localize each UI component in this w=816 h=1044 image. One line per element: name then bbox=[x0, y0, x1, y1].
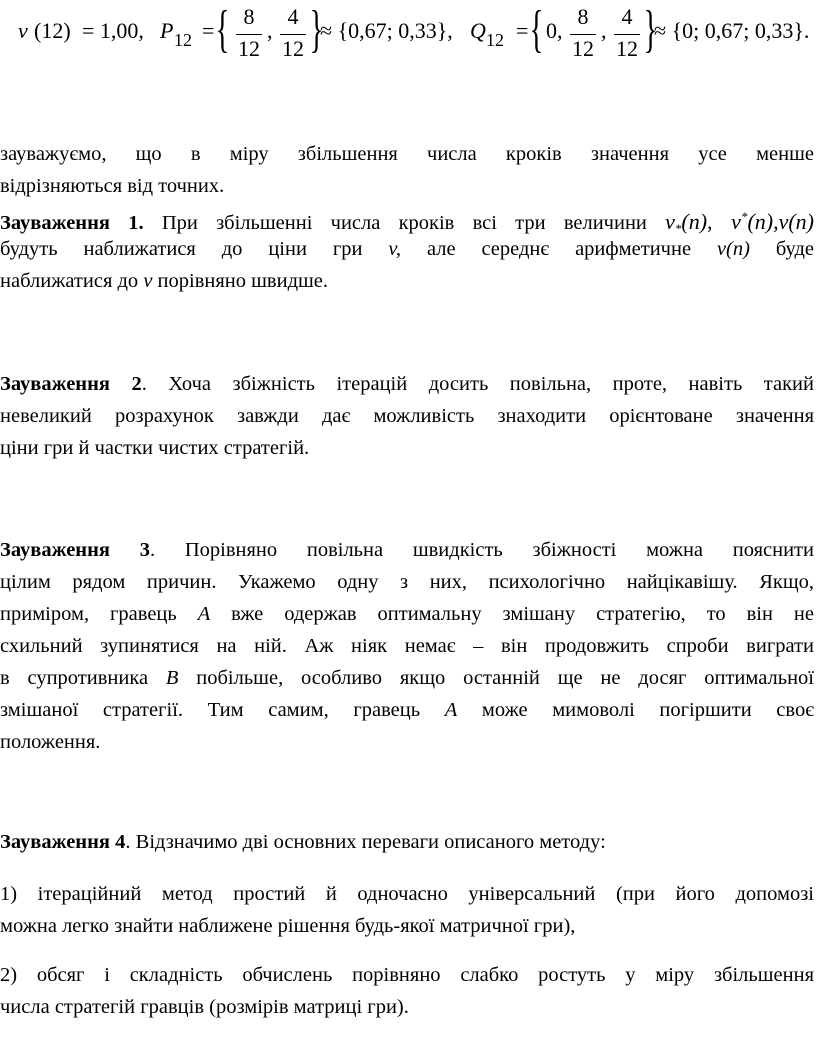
remark-title: Зауваження 1. bbox=[0, 212, 144, 234]
text-line bbox=[0, 233, 814, 265]
italic-v: v, bbox=[388, 238, 402, 260]
text-segment: . Хоча збіжність ітерацій досить повільна, проте, навіть такий bbox=[141, 373, 814, 395]
text-segment: побільше, особливо якщо останній ще не досяг оптимальної bbox=[178, 667, 814, 689]
p-equals: = bbox=[202, 18, 215, 43]
q-subscript: 12 bbox=[486, 30, 504, 50]
right-brace-icon: } bbox=[309, 1, 324, 58]
fraction-comma: , bbox=[267, 18, 273, 43]
text-segment: . Відзначимо дві основних переваги описаного методу: bbox=[125, 831, 606, 853]
nu-mean: ν(n) bbox=[778, 209, 815, 234]
text-line bbox=[0, 265, 814, 297]
q-letter: Q bbox=[470, 18, 486, 43]
fraction-bar bbox=[236, 34, 262, 35]
text-line bbox=[0, 694, 814, 726]
text-line bbox=[0, 662, 814, 694]
text-line bbox=[0, 201, 815, 236]
fraction-numerator: 4 bbox=[621, 4, 633, 29]
text-segment: порівняно швидше. bbox=[152, 270, 329, 292]
italic-a: А bbox=[197, 603, 211, 625]
remark-2 bbox=[0, 368, 814, 464]
fraction-denominator: 12 bbox=[616, 36, 638, 61]
right-brace-icon: } bbox=[643, 1, 658, 58]
nu-lower bbox=[665, 209, 731, 234]
fraction-denominator: 12 bbox=[572, 36, 594, 61]
fraction-bar bbox=[614, 34, 640, 35]
fraction-numerator: 4 bbox=[287, 4, 299, 29]
text-line bbox=[0, 598, 814, 630]
text-line: положення. bbox=[0, 731, 101, 753]
text-line: відрізняються від точних. bbox=[0, 175, 225, 197]
text-segment: але середнє арифметичне bbox=[401, 238, 717, 260]
text-line: цілим рядом причин. Укажемо одну з них, психологічно найцікавішу. Якщо, bbox=[0, 571, 814, 593]
fraction-bar bbox=[280, 34, 306, 35]
nu-argument: (n), bbox=[747, 209, 779, 234]
text-line: 1) ітераційний метод простий й одночасно універсальний (при його допомозі bbox=[0, 883, 814, 905]
text-segment: наближатися до bbox=[0, 270, 144, 292]
text-line: зауважуємо, що в міру збільшення числа кроків значення усе менше bbox=[0, 143, 814, 165]
nu-value: = 1,00, bbox=[82, 18, 144, 43]
text-line: числа стратегій гравців (розмірів матриці гри). bbox=[0, 996, 409, 1018]
text-segment: . Порівняно повільна швидкість збіжності можна пояснити bbox=[149, 539, 814, 561]
advantage-item-1 bbox=[0, 878, 814, 942]
q-equals: = bbox=[516, 18, 529, 43]
remark-3 bbox=[0, 534, 814, 758]
p-letter: P bbox=[160, 18, 174, 43]
fraction-denominator: 12 bbox=[238, 36, 260, 61]
text-line: схильний зупинятися на ній. Аж ніяк немає – він продовжить спроби виграти bbox=[0, 635, 814, 657]
lower-star: * bbox=[674, 221, 682, 236]
nu-symbol: ν bbox=[665, 209, 675, 234]
fraction-numerator: 8 bbox=[243, 4, 255, 29]
italic-b: В bbox=[165, 667, 179, 689]
text-segment: приміром, гравець bbox=[0, 603, 198, 625]
text-line bbox=[0, 534, 814, 566]
remark-title: Зауваження 2 bbox=[0, 373, 142, 395]
left-brace-icon: { bbox=[215, 1, 230, 58]
text-segment: буде bbox=[749, 238, 814, 260]
italic-a: А bbox=[444, 699, 458, 721]
fraction-bar bbox=[570, 34, 596, 35]
q-approximation: ≈ {0; 0,67; 0,33}. bbox=[654, 18, 810, 43]
p-approximation: ≈ {0,67; 0,33}, bbox=[320, 18, 453, 43]
nu-symbol: ν bbox=[731, 209, 741, 234]
nu-symbol: ν bbox=[18, 18, 28, 43]
text-segment: будуть наближатися до ціни гри bbox=[0, 238, 389, 260]
fraction-denominator: 12 bbox=[282, 36, 304, 61]
nu-upper bbox=[731, 209, 778, 234]
text-line bbox=[0, 826, 814, 858]
italic-vn: v(n) bbox=[716, 238, 750, 260]
paragraph-intro bbox=[0, 138, 814, 202]
fraction-numerator: 8 bbox=[577, 4, 589, 29]
p-subscript: 12 bbox=[174, 30, 192, 50]
text-line: ціни гри й частки чистих стратегій. bbox=[0, 437, 310, 459]
remark-title: Зауваження 4 bbox=[0, 831, 126, 853]
text-line: можна легко знайти наближене рішення будь-якої матричної гри), bbox=[0, 915, 576, 937]
advantage-item-2 bbox=[0, 959, 814, 1023]
remark-title: Зауваження 3 bbox=[0, 539, 150, 561]
remark-text: При збільшенні числа кроків всі три величини bbox=[143, 212, 666, 234]
text-line bbox=[0, 368, 814, 400]
text-segment: змішаної стратегії. Тим самим, гравець bbox=[0, 699, 445, 721]
upper-star: * bbox=[740, 209, 748, 224]
nu-argument: (n), bbox=[681, 209, 732, 234]
nu-argument: (12) bbox=[34, 18, 71, 43]
fraction-comma: , bbox=[601, 18, 607, 43]
q-zero: 0, bbox=[546, 18, 563, 43]
left-brace-icon: { bbox=[529, 1, 544, 58]
formula-line bbox=[14, 0, 814, 70]
text-line: 2) обсяг і складність обчислень порівняно слабко ростуть у міру збільшення bbox=[0, 964, 814, 986]
text-segment: в супротивника bbox=[0, 667, 166, 689]
text-segment: може мимоволі погіршити своє bbox=[457, 699, 814, 721]
remark-1 bbox=[0, 201, 814, 297]
remark-4 bbox=[0, 826, 814, 858]
text-segment: вже одержав оптимальну змішану стратегію, то він не bbox=[210, 603, 814, 625]
italic-v: v bbox=[143, 270, 153, 292]
text-line: невеликий розрахунок завжди дає можливість знаходити орієнтоване значення bbox=[0, 405, 814, 427]
